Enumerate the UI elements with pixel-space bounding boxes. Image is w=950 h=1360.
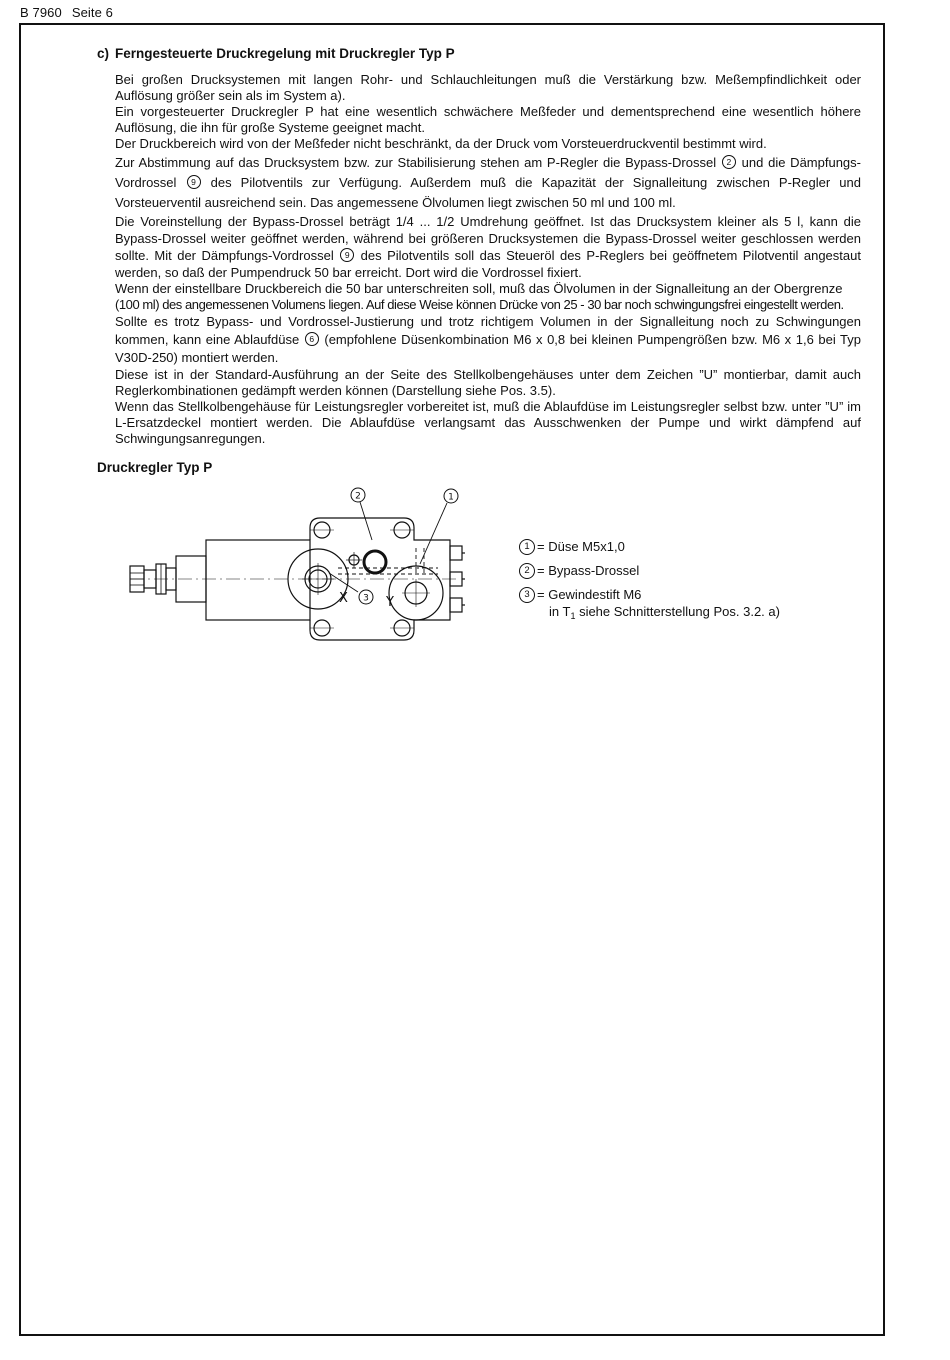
callout-2 <box>351 488 372 540</box>
paragraph: Bei großen Drucksystemen mit langen Rohr- und Schlauchleitungen muß die Verstärkung bzw. Meßempfindlichkeit oder Auflösung größer sein als im System a). <box>115 72 861 103</box>
legend-text: = Gewindestift M6 <box>537 587 642 602</box>
paragraph: Der Druckbereich wird von der Meßfeder nicht beschränkt, da der Druck vom Vorsteuerdruckventil bestimmt wird. <box>115 136 767 151</box>
bypass-throttle <box>338 548 438 574</box>
paragraph-condensed: (100 ml) des angemessenen Volumens liegen. Auf diese Weise können Drücke von 25 - 30 bar noch schwingungsfrei eingestellt werden. <box>115 297 844 312</box>
paragraph <box>115 153 861 213</box>
legend-text: = Düse M5x1,0 <box>537 539 625 554</box>
text-run: Zur Abstimmung auf das Drucksystem bzw. zur Stabilisierung stehen am P-Regler die Bypass-Drossel <box>115 155 717 170</box>
callout-1-label: 1 <box>448 492 454 503</box>
paragraph: Wenn das Stellkolbengehäuse für Leistungsregler vorbereitet ist, muß die Ablaufdüse im Leistungsregler selbst bzw. unter ”U” im L-Ersatzdeckel montiert werden. Die Ablaufdüse verlangsamt das Ausschwenken der Pumpe und wirkt dämpfend auf Schwingungsanregungen. <box>115 399 861 446</box>
legend-number: 1 <box>519 539 535 555</box>
legend-item <box>518 535 780 559</box>
section-heading <box>97 46 455 61</box>
legend-text: = Bypass-Drossel <box>537 563 640 578</box>
page-header <box>20 5 113 20</box>
text-run: des Pilotventils soll das Steueröl des P-Reglers bei geöffnetem Pilotventil angestaut werden, so daß der Pumpendruck 50 bar erreicht. Dort wird die Vordrossel fixiert. <box>115 248 861 280</box>
paragraph <box>115 213 861 281</box>
legend-note-text: in T <box>549 604 571 619</box>
document-number: B 7960 <box>20 5 62 20</box>
legend-number: 3 <box>519 587 535 603</box>
port-x-label: X <box>339 591 348 606</box>
paragraph <box>115 313 861 367</box>
legend-number: 2 <box>519 563 535 579</box>
text-run: (empfohlene Düsenkombination M6 x 0,8 bei kleinen Pumpengrößen bzw. M6 x 1,6 bei Typ V30D-250) montiert werden. <box>115 332 861 365</box>
section-number: c) <box>97 46 110 61</box>
callout-3-label: 3 <box>363 593 369 604</box>
text-run: des Pilotventils zur Verfügung. Außerdem muß die Kapazität der Signalleitung zwischen P-Regler und Vorsteuerventil ausreichend sein. Das angemessene Ölvolumen liegt zwischen 50 ml und 100 ml. <box>115 175 861 210</box>
text-run: Wenn der einstellbare Druckbereich die 50 bar unterschreiten soll, muß das Ölvolumen in der Signalleitung an der Obergrenze <box>115 281 843 296</box>
circled-number: 9 <box>340 248 354 262</box>
circled-number: 6 <box>305 332 319 346</box>
legend-note-subscript: 1 <box>570 611 576 621</box>
body-text <box>115 72 861 447</box>
circled-number: 9 <box>187 175 201 189</box>
figure-title: Druckregler Typ P <box>97 460 213 475</box>
text-run: Die Voreinstellung der Bypass-Drossel beträgt 1/4 ... 1/2 Umdrehung geöffnet. Ist das Drucksystem kleiner als 5 l, kann die Bypass-Drossel weiter geöffnet werden, während bei größeren Drucksystemen die Bypass-Drossel weiter geschlossen werden sollte. Mit der Dämpfungs-Vordrossel <box>115 214 861 263</box>
legend-item <box>518 559 780 583</box>
section-title: Ferngesteuerte Druckregelung mit Druckregler Typ P <box>115 46 455 61</box>
paragraph: Diese ist in der Standard-Ausführung an der Seite des Stellkolbengehäuses unter dem Zeichen ”U” montierbar, damit auch Reglerkombinationen gedämpft werden können (Darstellung siehe Pos. 3.5). <box>115 367 861 398</box>
legend-note-text: siehe Schnitterstellung Pos. 3.2. a) <box>575 604 780 619</box>
pressure-regulator-drawing <box>120 482 490 652</box>
callout-1 <box>420 489 458 564</box>
page-number: Seite 6 <box>71 5 113 20</box>
callout-3 <box>329 573 373 604</box>
text-run: und die Dämpfungs-Vordrossel <box>115 155 861 190</box>
circled-number: 2 <box>722 155 736 169</box>
paragraph: Ein vorgesteuerter Druckregler P hat eine wesentlich schwächere Meßfeder und dementsprechend eine wesentlich höhere Auflösung, die ihn für große Systeme geeignet macht. <box>115 104 861 135</box>
legend-note <box>518 603 780 625</box>
legend <box>518 535 780 625</box>
paragraph <box>115 281 861 297</box>
text-run: Sollte es trotz Bypass- und Vordrossel-Justierung und trotz richtigem Volumen in der Signalleitung noch zu Schwingungen kommen, kann eine Ablaufdüse <box>115 314 861 347</box>
callout-2-label: 2 <box>355 491 361 502</box>
port-y-label: Y <box>386 595 394 610</box>
